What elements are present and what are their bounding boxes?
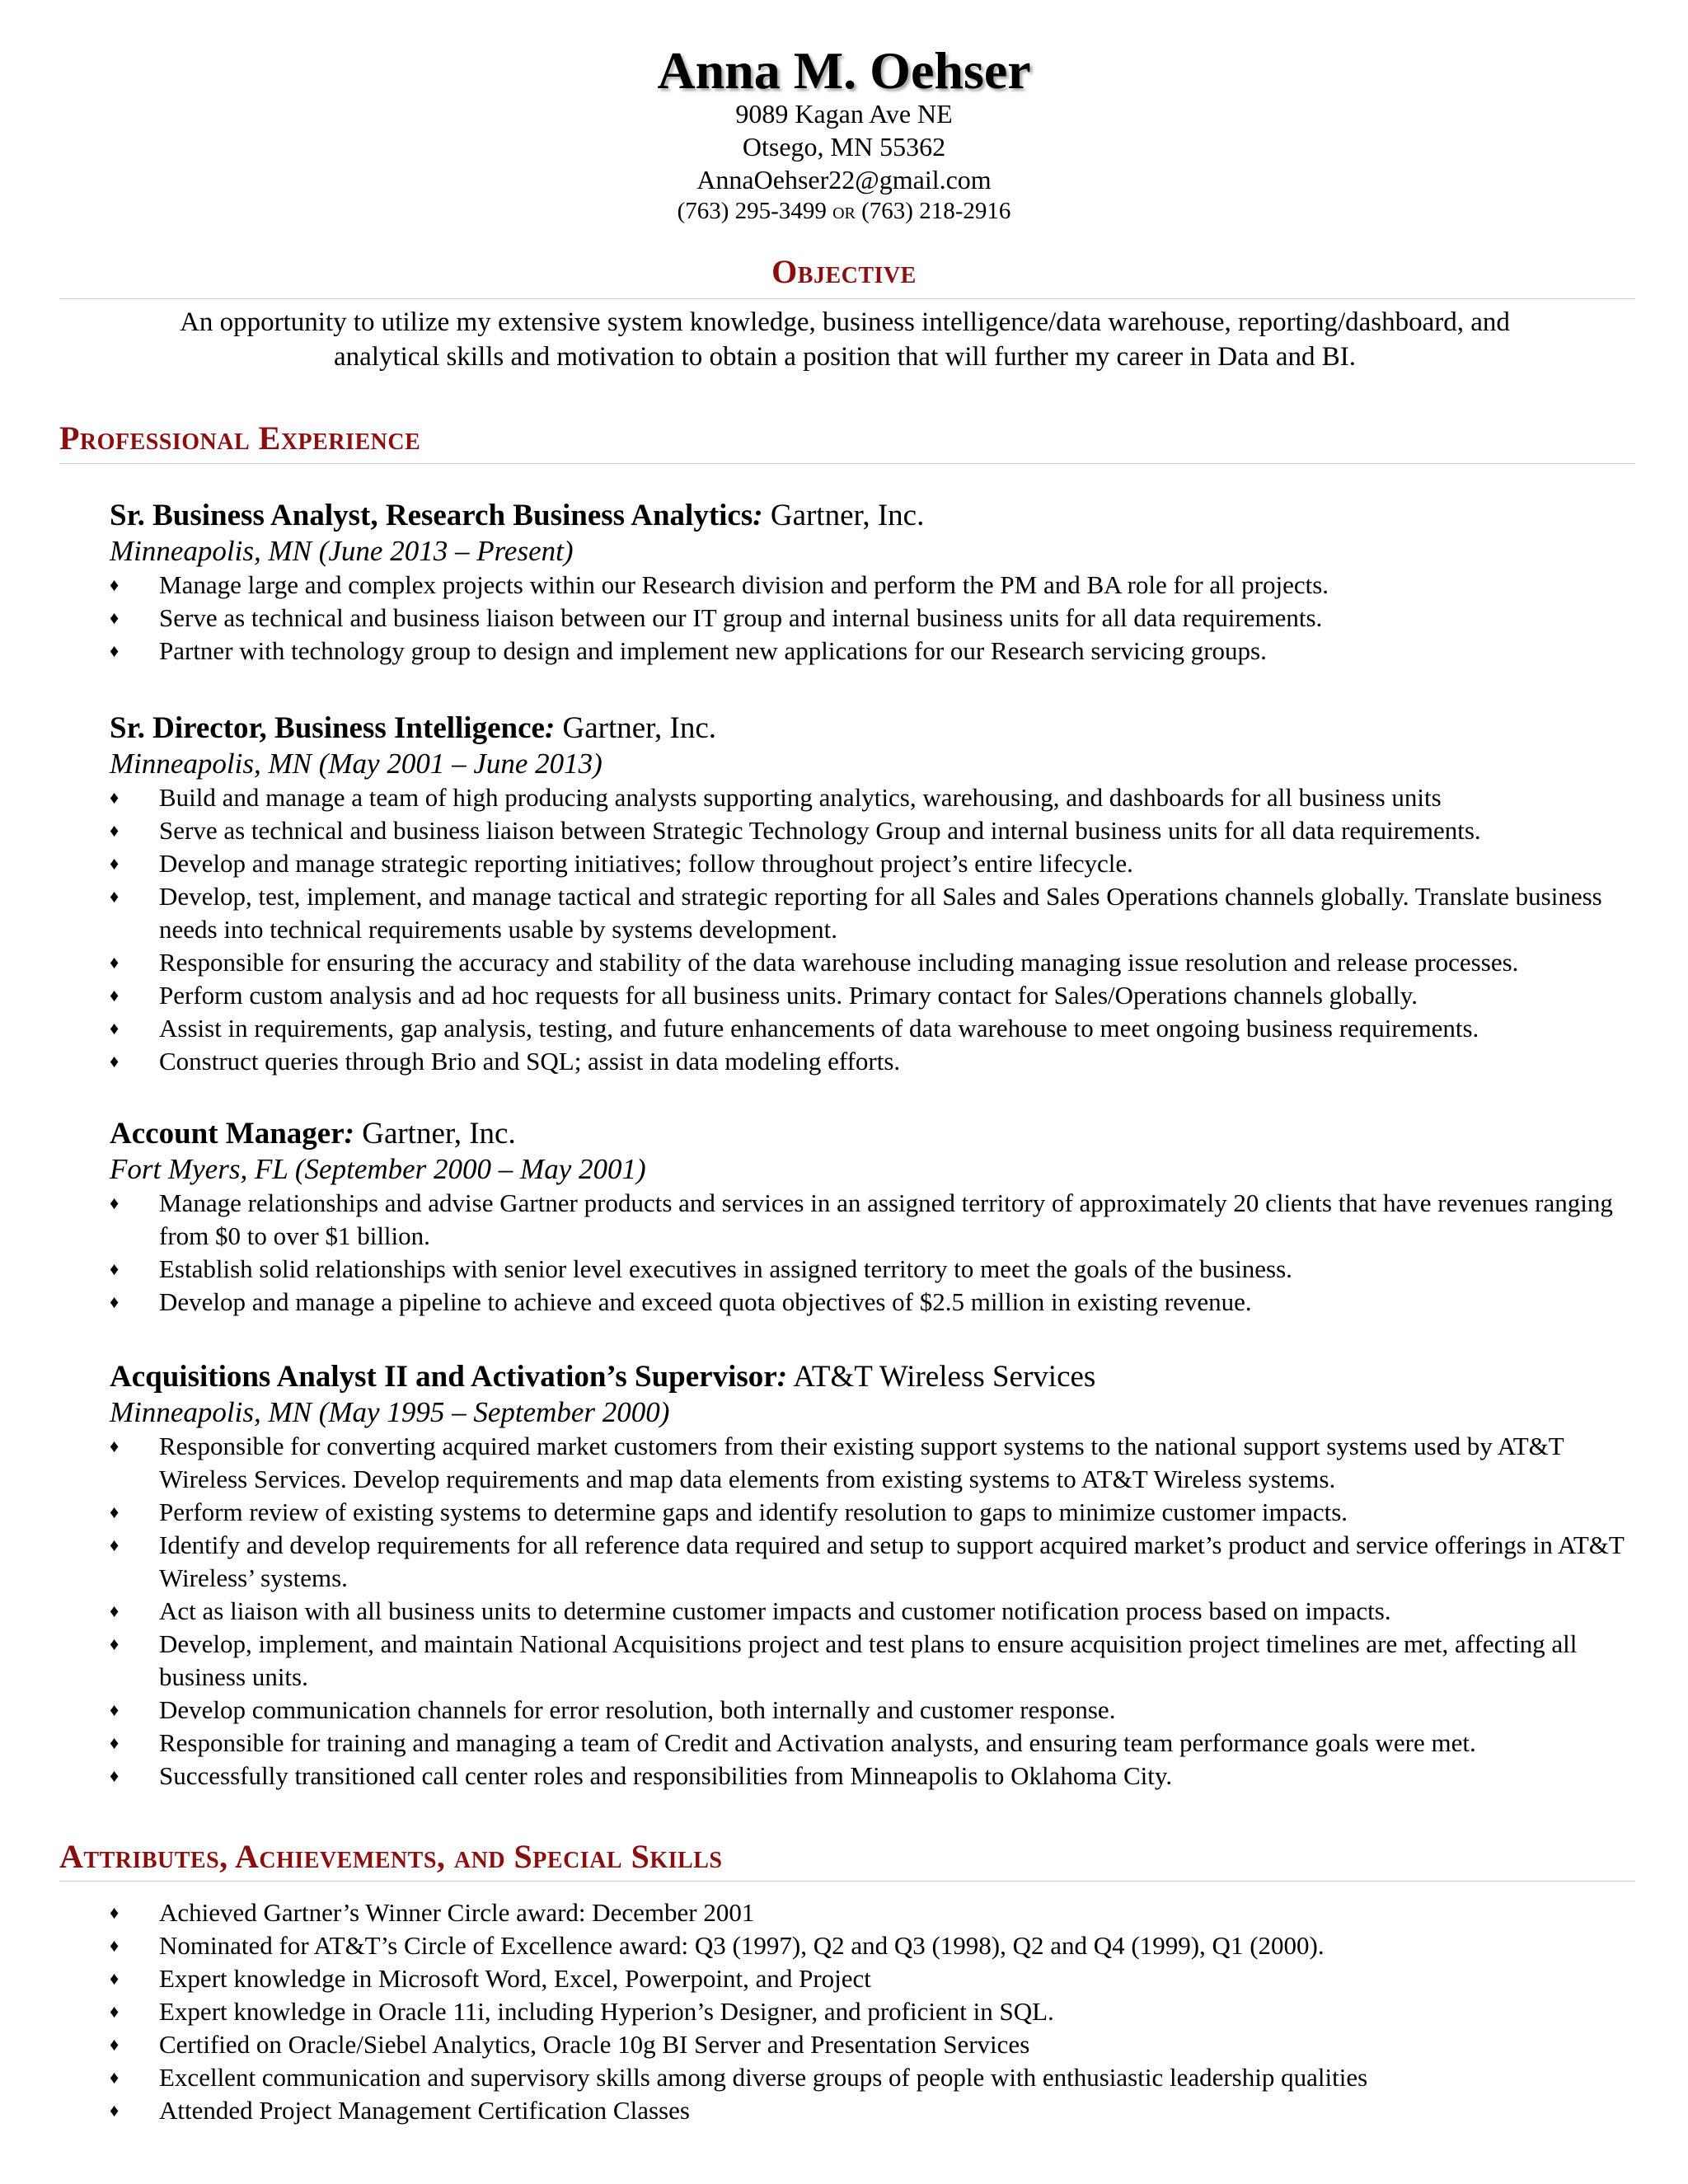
job-company: AT&T Wireless Services [787,1360,1096,1394]
list-item: ♦ Perform custom analysis and ad hoc requests for all business units. Primary contact for Sales/Operations channels globally. [110,979,1643,1012]
list-item: ♦ Certified on Oracle/Siebel Analytics, Oracle 10g BI Server and Presentation Services [110,2028,1643,2061]
list-item: ♦ Develop communication channels for error resolution, both internally and customer response. [110,1694,1643,1727]
objective-text [99,305,1591,374]
email-address: AnnaOehser22@gmail.com [696,165,992,194]
list-item: ♦ Responsible for ensuring the accuracy and stability of the data warehouse including managing issue resolution and release processes. [110,946,1643,979]
list-item: ♦ Serve as technical and business liaison between our IT group and internal business units for all data requirements. [110,602,1643,635]
list-item: ♦ Attended Project Management Certification Classes [110,2094,1643,2127]
diamond-bullet-icon: ♦ [110,1436,120,1456]
skills-divider [59,1881,1635,1882]
diamond-bullet-icon: ♦ [110,2067,120,2088]
job-location: Minneapolis, MN (June 2013 – Present) [110,535,574,567]
job-entry-1 [110,498,1643,668]
experience-divider [59,463,1635,464]
job-title [110,1116,1643,1152]
list-item: ♦ Identify and develop requirements for all reference data required and setup to support acquired market’s product and service offerings in AT&T Wireless’ systems. [110,1530,1625,1592]
phone-separator: or [832,198,856,224]
list-item: ♦ Responsible for training and managing a team of Credit and Activation analysts, and ensuring team performance goals were met. [110,1727,1643,1760]
diamond-bullet-icon: ♦ [110,787,120,808]
candidate-name: Anna M. Oehser [657,41,1031,100]
diamond-bullet-icon: ♦ [110,1902,120,1923]
job-colon: : [753,499,763,532]
job-role: Sr. Business Analyst, Research Business Analytics [110,499,753,532]
job-role: Sr. Director, Business Intelligence [110,711,545,745]
diamond-bullet-icon: ♦ [110,2001,120,2022]
job-title [110,1359,1643,1395]
job-colon: : [544,711,556,745]
skills-heading: Attributes, Achievements, and Special Skills [59,1838,723,1875]
list-item: ♦ Expert knowledge in Oracle 11i, including Hyperion’s Designer, and proficient in SQL. [110,1995,1643,2028]
job-entry-4 [110,1359,1643,1793]
list-item: ♦ Develop, implement, and maintain National Acquisitions project and test plans to ensure acquisition project timelines are met, affecting all business units. [110,1629,1578,1691]
diamond-bullet-icon: ♦ [110,820,120,841]
diamond-bullet-icon: ♦ [110,1935,120,1956]
diamond-bullet-icon: ♦ [110,1765,120,1786]
diamond-bullet-icon: ♦ [110,952,120,972]
job-location: Minneapolis, MN (May 2001 – June 2013) [110,748,603,780]
objective-heading: Objective [771,253,917,290]
job-company: Gartner, Inc. [762,499,925,532]
phone-numbers [0,194,1688,227]
job-title [110,498,1643,534]
skills-list [110,1896,1643,2127]
objective-line-1: An opportunity to utilize my extensive system knowledge, business intelligence/data warehouse, reporting/dashboard, and [180,307,1510,337]
diamond-bullet-icon: ♦ [110,640,120,661]
job-role: Account Manager [110,1117,345,1151]
list-item: ♦ Serve as technical and business liaison between Strategic Technology Group and internal business units for all data requirements. [110,814,1643,847]
diamond-bullet-icon: ♦ [110,886,120,907]
list-item: ♦ Partner with technology group to design and implement new applications for our Research servicing groups. [110,635,1643,668]
list-item: ♦ Develop, test, implement, and manage tactical and strategic reporting for all Sales and Sales Operations channels globally. Translate business needs into technical requirements usable by systems development. [110,882,1602,944]
list-item: ♦ Perform review of existing systems to determine gaps and identify resolution to gaps to minimize customer impacts. [110,1496,1643,1529]
diamond-bullet-icon: ♦ [110,1699,120,1720]
objective-divider [59,298,1635,299]
phone-primary: (763) 295-3499 [677,198,827,224]
diamond-bullet-icon: ♦ [110,985,120,1005]
job-duties [110,1430,1643,1793]
list-item: ♦ Assist in requirements, gap analysis, testing, and future enhancements of data warehouse to meet ongoing business requirements. [110,1012,1643,1045]
list-item: ♦ Establish solid relationships with senior level executives in assigned territory to meet the goals of the business. [110,1253,1643,1286]
job-title [110,710,1643,747]
diamond-bullet-icon: ♦ [110,1258,120,1279]
diamond-bullet-icon: ♦ [110,2034,120,2055]
job-company: Gartner, Inc. [354,1117,516,1151]
list-item: ♦ Build and manage a team of high producing analysts supporting analytics, warehousing, and dashboards for all business units [110,781,1643,814]
list-item: ♦ Develop and manage strategic reporting initiatives; follow throughout project’s entire lifecycle. [110,847,1643,880]
diamond-bullet-icon: ♦ [110,2100,120,2121]
job-location: Fort Myers, FL (September 2000 – May 2001) [110,1153,646,1185]
job-colon: : [344,1117,354,1151]
job-role: Acquisitions Analyst II and Activation’s Supervisor [110,1360,777,1394]
diamond-bullet-icon: ♦ [110,1732,120,1753]
diamond-bullet-icon: ♦ [110,1633,120,1654]
address-line-2: Otsego, MN 55362 [742,132,946,162]
objective-line-2: analytical skills and motivation to obtain a position that will further my career in Data and BI. [334,342,1356,372]
job-duties [110,569,1643,668]
diamond-bullet-icon: ♦ [110,1051,120,1071]
job-colon: : [776,1360,788,1394]
job-entry-3 [110,1116,1643,1319]
diamond-bullet-icon: ♦ [110,1601,120,1621]
list-item: ♦ Develop and manage a pipeline to achieve and exceed quota objectives of $2.5 million in existing revenue. [110,1286,1643,1319]
list-item: ♦ Achieved Gartner’s Winner Circle award: December 2001 [110,1896,1643,1929]
phone-secondary: (763) 218-2916 [861,198,1011,224]
experience-heading: Professional Experience [59,419,421,457]
diamond-bullet-icon: ♦ [110,1018,120,1038]
diamond-bullet-icon: ♦ [110,574,120,595]
diamond-bullet-icon: ♦ [110,1291,120,1312]
list-item: ♦ Expert knowledge in Microsoft Word, Excel, Powerpoint, and Project [110,1962,1643,1995]
job-duties [110,781,1643,1078]
diamond-bullet-icon: ♦ [110,853,120,874]
job-entry-2 [110,710,1643,1078]
diamond-bullet-icon: ♦ [110,607,120,628]
list-item: ♦ Excellent communication and supervisory skills among diverse groups of people with enthusiastic leadership qualities [110,2061,1643,2094]
diamond-bullet-icon: ♦ [110,1502,120,1522]
list-item: ♦ Responsible for converting acquired market customers from their existing support systems to the national support systems used by AT&T Wireless Services. Develop requirements and map data elements from existing systems to AT&T Wireless systems. [110,1432,1564,1493]
skills-section [110,1896,1643,2127]
diamond-bullet-icon: ♦ [110,1535,120,1555]
job-company: Gartner, Inc. [555,711,717,745]
list-item: ♦ Manage large and complex projects within our Research division and perform the PM and BA role for all projects. [110,569,1643,602]
address-line-1: 9089 Kagan Ave NE [735,99,953,129]
job-duties [110,1187,1643,1319]
diamond-bullet-icon: ♦ [110,1193,120,1213]
list-item: ♦ Manage relationships and advise Gartner products and services in an assigned territory of approximately 20 clients that have revenues ranging from $0 to over $1 billion. [110,1188,1613,1250]
list-item: ♦ Act as liaison with all business units to determine customer impacts and customer notification process based on impacts. [110,1595,1643,1628]
diamond-bullet-icon: ♦ [110,1968,120,1989]
job-location: Minneapolis, MN (May 1995 – September 2000) [110,1396,670,1428]
list-item: ♦ Construct queries through Brio and SQL; assist in data modeling efforts. [110,1045,1643,1078]
list-item: ♦ Successfully transitioned call center roles and responsibilities from Minneapolis to Oklahoma City. [110,1760,1643,1793]
list-item: ♦ Nominated for AT&T’s Circle of Excellence award: Q3 (1997), Q2 and Q3 (1998), Q2 and Q4 (1999), Q1 (2000). [110,1929,1643,1962]
